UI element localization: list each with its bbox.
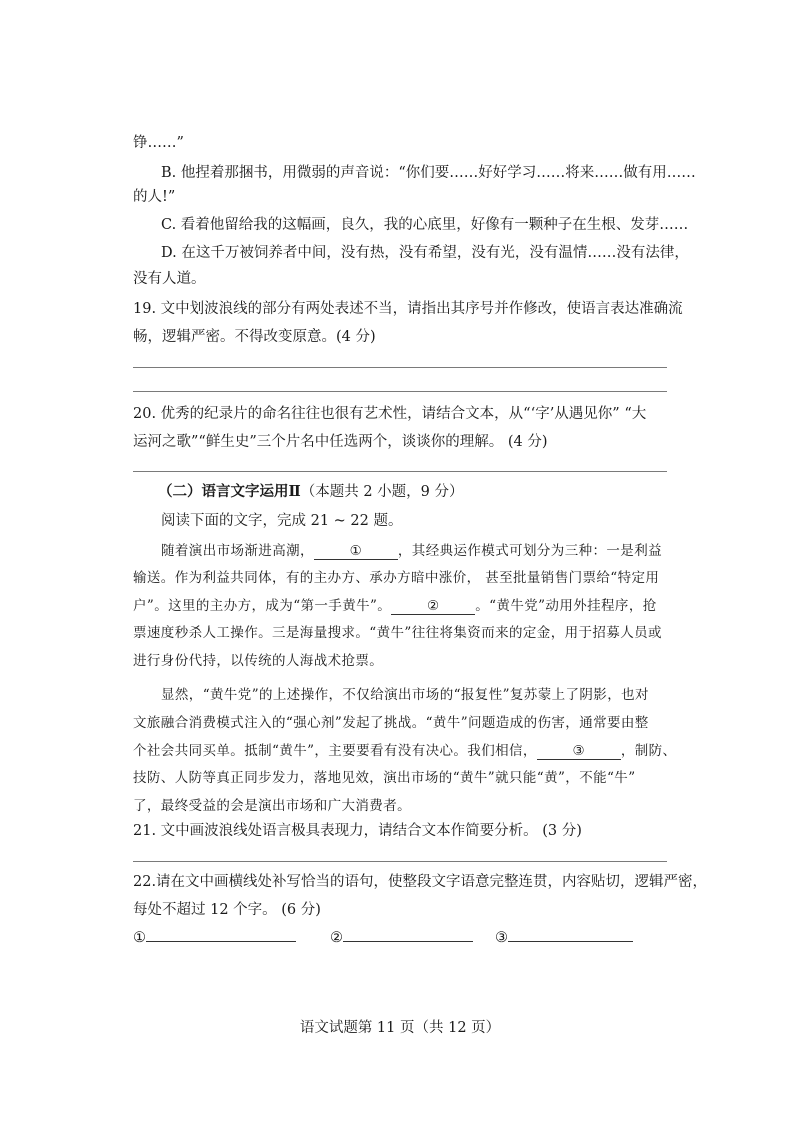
answer-blank-3[interactable] [508, 927, 633, 942]
passage-text: 。“黄牛党”动用外挂程序，抢 [475, 598, 657, 614]
q18-option-d-line2: 没有人道。 [133, 271, 206, 287]
q19-answer-line-1[interactable] [133, 367, 667, 368]
q20-prompt-line2: 运河之歌”“鲜生史”三个片名中任选两个，谈谈你的理解。 (4 分) [133, 434, 548, 450]
passage-text: ，制防、 [620, 743, 677, 759]
q20-prompt-line1: 20. 优秀的纪录片的命名往往也很有艺术性，请结合文本，从“‘字’从遇见你” “大 [133, 406, 647, 422]
q22-answer-row [133, 927, 633, 948]
passage-text: 户”。这里的主办方，成为“第一手黄牛”。 [133, 598, 392, 614]
passage-p1-line3 [133, 596, 657, 616]
fill-blank-3[interactable]: ③ [537, 743, 621, 760]
passage-p1-line2: 输送。作为利益共同体，有的主办方、承办方暗中涨价， 甚至批量销售门票给“特定用 [133, 570, 660, 586]
q18-option-c: C. 看着他留给我的这幅画，良久，我的心底里，好像有一颗种子在生根、发芽…… [161, 217, 689, 233]
q18-option-d-line1: D. 在这千万被饲养者中间，没有热，没有希望，没有光，没有温情……没有法律， [161, 245, 689, 261]
section2-title: （二）语言文字运用Ⅱ [158, 483, 301, 500]
q18-option-a-tail: 铮……” [133, 135, 184, 151]
answer-blank-1[interactable] [146, 927, 296, 942]
passage-p2-line1: 显然，“黄牛党”的上述操作，不仅给演出市场的“报复性”复苏蒙上了阴影，也对 [161, 687, 649, 703]
passage-p1-line1 [161, 541, 662, 561]
answer-label-3: ③ [495, 930, 508, 946]
section2-note: （本题共 2 小题，9 分） [300, 484, 464, 500]
q22-prompt-line2: 每处不超过 12 个字。 (6 分) [133, 902, 321, 918]
q19-prompt-line1: 19. 文中划波浪线的部分有两处表述不当，请指出其序号并作修改，使语言表达准确流 [133, 301, 683, 317]
answer-blank-2[interactable] [343, 927, 473, 942]
passage-p1-line5: 进行身份代持，以传统的人海战术抢票。 [133, 653, 384, 669]
q18-option-b-line2: 的人!” [133, 189, 176, 205]
q20-answer-line[interactable] [133, 471, 667, 472]
fill-blank-1[interactable]: ① [314, 543, 398, 560]
passage-text: 随着演出市场渐进高潮， [161, 543, 314, 559]
q19-prompt-line2: 畅，逻辑严密。不得改变原意。(4 分) [133, 329, 376, 345]
passage-p2-line4: 技防、人防等真正同步发力，落地见效，演出市场的“黄牛”就只能“黄”，不能“牛” [133, 770, 636, 786]
section2-instruction: 阅读下面的文字，完成 21 ~ 22 题。 [161, 513, 403, 529]
answer-label-1: ① [133, 930, 146, 946]
passage-p2-line2: 文旅融合消费模式注入的“强心剂”发起了挑战。“黄牛”问题造成的伤害，通常要由整 [133, 715, 649, 731]
answer-label-2: ② [330, 930, 343, 946]
q21-answer-line[interactable] [133, 861, 667, 862]
q22-prompt-line1: 22.请在文中画横线处补写恰当的语句，使整段文字语意完整连贯，内容贴切，逻辑严密， [133, 874, 708, 890]
passage-p1-line4: 票速度秒杀人工操作。三是海量搜求。“黄牛”往往将集资而来的定金，用于招募人员或 [133, 625, 662, 641]
q18-option-b-line1: B. 他捏着那捆书，用微弱的声音说：“你们要……好好学习……将来……做有用…… [161, 165, 696, 181]
q21-prompt: 21. 文中画波浪线处语言极具表现力，请结合文本作简要分析。 (3 分) [133, 823, 582, 839]
passage-p2-line5: 了，最终受益的会是演出市场和广大消费者。 [133, 798, 411, 814]
section2-heading [158, 482, 464, 502]
passage-text: ，其经典运作模式可划分为三种：一是利益 [397, 543, 663, 559]
q19-answer-line-2[interactable] [133, 391, 667, 392]
fill-blank-2[interactable]: ② [391, 598, 475, 615]
passage-text: 个社会共同买单。抵制“黄牛”，主要要看有没有决心。我们相信， [133, 743, 537, 759]
page-footer: 语文试题第 11 页（共 12 页） [299, 1020, 501, 1036]
passage-p2-line3 [133, 741, 676, 761]
